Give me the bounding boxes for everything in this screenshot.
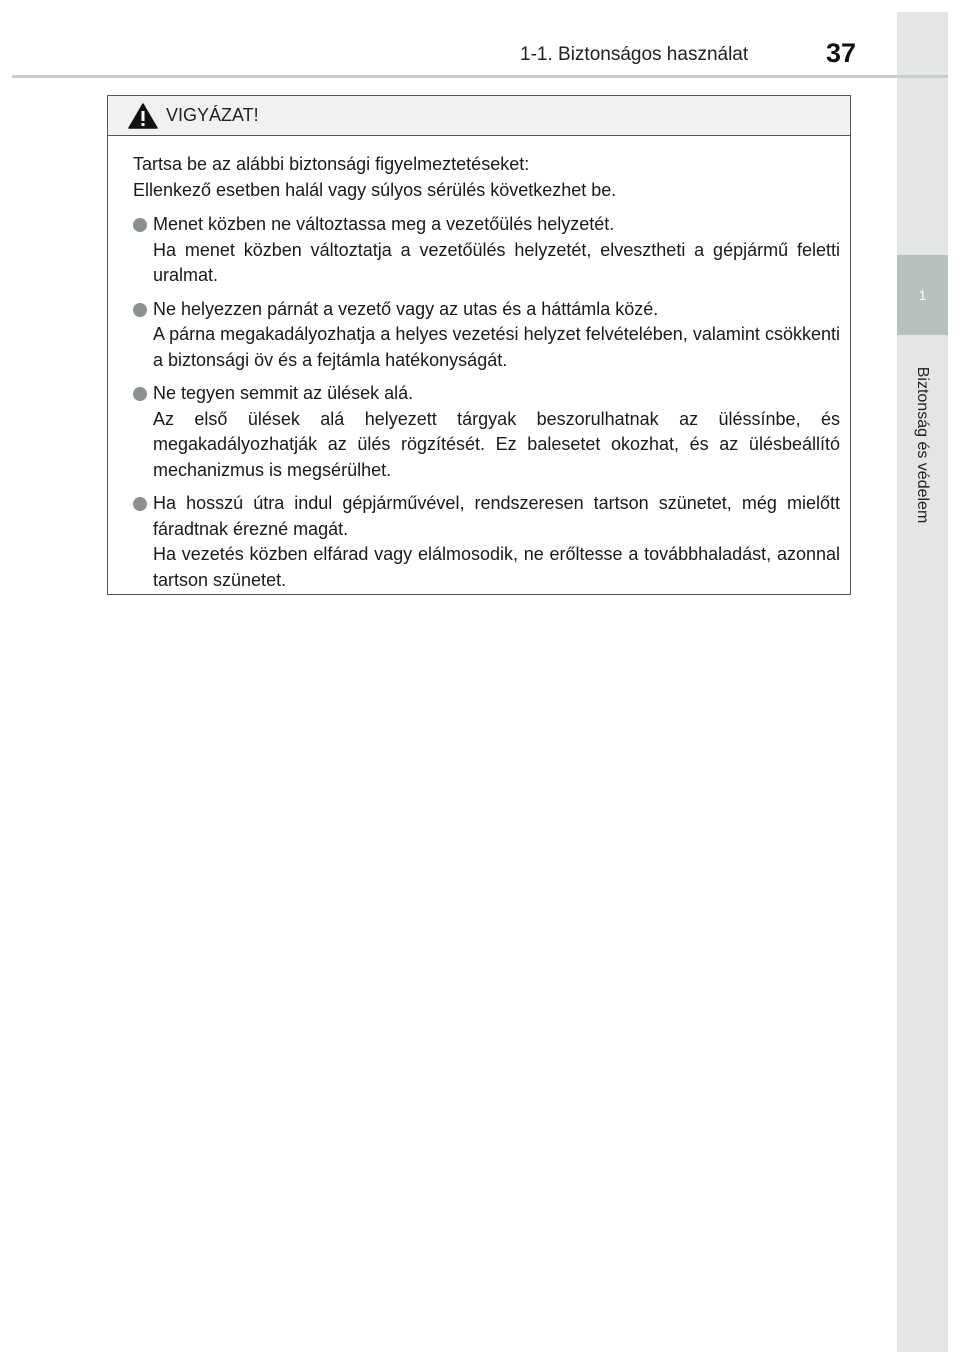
warning-list <box>133 212 840 593</box>
bullet-dot-icon <box>133 303 147 317</box>
item-text: A párna megakadályozhatja a helyes vezetési helyzet felvételében, valamint csökkenti a biztonsági öv és a fejtámla hatékonyságát. <box>153 324 840 370</box>
bullet-dot-icon <box>133 387 147 401</box>
item-lead: Menet közben ne változtassa meg a vezetőülés helyzetét. <box>153 214 615 234</box>
bullet-dot-icon <box>133 497 147 511</box>
list-item <box>133 381 840 483</box>
warning-header <box>108 96 850 136</box>
chapter-number-tab[interactable] <box>897 255 948 335</box>
page-number: 37 <box>826 38 857 68</box>
section-title: 1-1. Biztonságos használat <box>520 44 749 65</box>
warning-box <box>107 95 851 595</box>
list-item <box>133 212 840 289</box>
warning-triangle-icon <box>128 103 158 129</box>
chapter-title: Biztonság és védelem <box>914 366 931 524</box>
list-item <box>133 297 840 374</box>
warning-intro <box>133 152 840 203</box>
item-text: Ha menet közben változtatja a vezetőülés helyzetét, elvesztheti a gépjármű feletti uralmat. <box>153 239 840 285</box>
side-tab <box>897 12 948 1352</box>
item-lead: Ne helyezzen párnát a vezető vagy az utas és a háttámla közé. <box>153 298 659 319</box>
item-lead: Ne tegyen semmit az ülések alá. <box>153 383 414 403</box>
warning-body <box>108 136 850 593</box>
intro-line: Tartsa be az alábbi biztonsági figyelmeztetéseket: <box>133 154 530 174</box>
header-divider <box>12 75 948 78</box>
list-item <box>133 491 840 593</box>
item-text: Az első ülések alá helyezett tárgyak beszorulhatnak az üléssínbe, és megakadályozhatják az ülés rögzítését. Ez balesetet okozhat, és az ülésbeállító mechanizmus is megsérülhet. <box>153 408 840 480</box>
warning-title: VIGYÁZAT! <box>166 105 259 125</box>
item-lead: Ha hosszú útra indul gépjárművével, rendszeresen tartson szünetet, még mielőtt fáradtnak érezné magát. <box>153 493 840 539</box>
chapter-number: 1 <box>918 287 927 303</box>
bullet-dot-icon <box>133 218 147 232</box>
item-text: Ha vezetés közben elfárad vagy elálmosodik, ne erőltesse a továbbhaladást, azonnal tartson szünetet. <box>153 544 840 590</box>
intro-line: Ellenkező esetben halál vagy súlyos sérülés következhet be. <box>133 179 617 200</box>
